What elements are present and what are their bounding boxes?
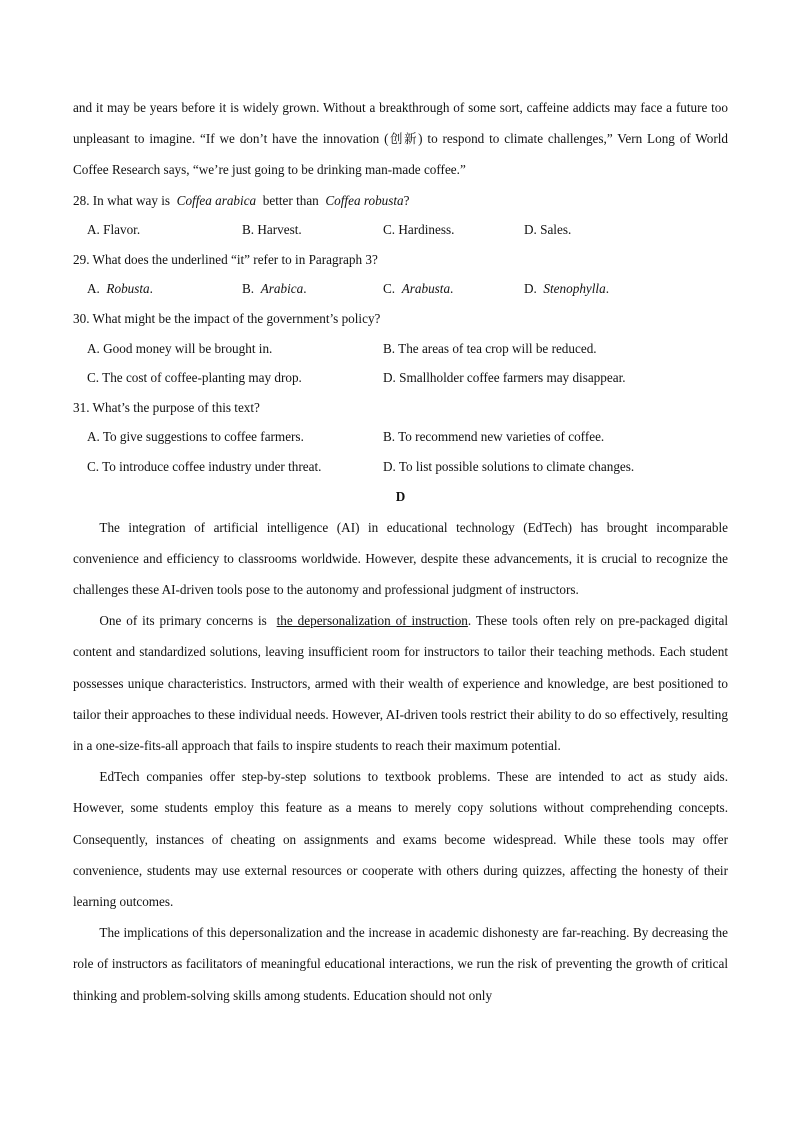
option-d[interactable]: D. To list possible solutions to climate changes.	[383, 458, 635, 474]
question-stem: What does the underlined “it” refer to in Paragraph 3?	[92, 251, 378, 267]
section-d-paragraph-2	[73, 605, 728, 761]
option-period: .	[303, 281, 307, 297]
question-stem-italic: Coffea arabica	[176, 192, 257, 208]
option-a[interactable]: A. Good money will be brought in.	[87, 340, 273, 356]
question-stem: In what way is	[92, 192, 171, 208]
option-d[interactable]	[524, 274, 679, 304]
option-c[interactable]: C. Hardiness.	[383, 222, 455, 238]
question-31-options-row-1	[73, 422, 728, 452]
option-period: .	[605, 281, 609, 297]
option-period: .	[149, 281, 153, 297]
option-text: Robusta	[106, 281, 150, 297]
underlined-phrase: the depersonalization of instruction	[276, 613, 468, 629]
option-letter: A.	[87, 281, 100, 297]
section-title: D	[395, 488, 406, 504]
question-number: 30.	[73, 310, 90, 326]
question-number: 28.	[73, 192, 90, 208]
option-a[interactable]: A. To give suggestions to coffee farmers.	[87, 429, 304, 445]
option-letter: C.	[383, 281, 396, 297]
option-c[interactable]: C. To introduce coffee industry under threat.	[87, 458, 322, 474]
section-d-paragraph-1: The integration of artificial intelligence (AI) in educational technology (EdTech) has brought incomparable convenience and efficiency to classrooms worldwide. However, despite these advancements, it is crucial to recognize the challenges these AI-driven tools pose to the autonomy and professional judgment of instructors.	[73, 519, 728, 597]
option-b[interactable]: B. Harvest.	[242, 222, 302, 238]
chinese-gloss: 创新	[388, 131, 419, 147]
passage-text: ) to respond to climate challenges,” Vern Long of World Coffee Research says, “we’re just going to be drinking man-made coffee.”	[73, 131, 728, 178]
section-d-paragraph-3: EdTech companies offer step-by-step solutions to textbook problems. These are intended to act as study aids. However, some students employ this feature as a means to merely copy solutions without comprehending concepts. Consequently, instances of cheating on assignments and exams become widespread. While these tools may offer convenience, students may use external resources or cooperate with others during quizzes, affecting the honesty of their learning outcomes.	[73, 769, 728, 909]
question-28	[73, 186, 728, 216]
question-29	[73, 245, 728, 275]
option-letter: D.	[524, 281, 537, 297]
option-period: .	[450, 281, 454, 297]
paragraph-text: One of its primary concerns is	[99, 613, 267, 629]
question-30-options-row-2	[73, 363, 728, 393]
section-d-paragraph-4: The implications of this depersonalization and the increase in academic dishonesty are far-reaching. By decreasing the role of instructors as facilitators of meaningful educational interactions, we run the risk of preventing the growth of critical thinking and problem-solving skills among students. Education should not only	[73, 925, 728, 1003]
option-b[interactable]: B. The areas of tea crop will be reduced.	[383, 340, 597, 356]
question-28-options	[73, 215, 728, 245]
option-b[interactable]	[242, 274, 383, 304]
option-text: Stenophylla	[543, 281, 606, 297]
paragraph-text: . These tools often rely on pre-packaged digital content and standardized solutions, leaving insufficient room for instructors to tailor their teaching methods. Each student possesses unique characteristics. Instructors, armed with their wealth of experience and knowledge, are best positioned to tailor their approaches to these individual needs. However, AI-driven tools restrict their ability to do so effectively, resulting in a one-size-fits-all approach that fails to inspire students to reach their maximum potential.	[73, 613, 729, 753]
question-stem: What’s the purpose of this text?	[92, 399, 260, 415]
question-30-options-row-1	[73, 334, 728, 364]
option-d[interactable]: D. Sales.	[524, 222, 572, 238]
question-stem: better than	[262, 192, 319, 208]
passage-text: and it may be years before it is widely grown. Without a breakthrough of some sort, caffeine addicts may face a future too unpleasant to imagine. “If we don’t have the innovation (	[73, 100, 728, 147]
question-29-options	[73, 274, 728, 304]
question-31-options-row-2	[73, 452, 728, 482]
exam-page	[73, 92, 728, 1011]
option-c[interactable]	[383, 274, 524, 304]
question-number: 29.	[73, 251, 90, 267]
question-stem-italic: Coffea robusta	[325, 192, 404, 208]
question-stem: ?	[403, 192, 410, 208]
question-number: 31.	[73, 399, 90, 415]
option-c[interactable]: C. The cost of coffee-planting may drop.	[87, 370, 302, 386]
option-a[interactable]	[87, 274, 242, 304]
question-30	[73, 304, 728, 334]
passage-c-closing-paragraph	[73, 92, 728, 186]
option-text: Arabusta	[401, 281, 451, 297]
question-stem: What might be the impact of the government’s policy?	[92, 310, 381, 326]
option-b[interactable]: B. To recommend new varieties of coffee.	[383, 429, 605, 445]
question-31	[73, 393, 728, 423]
option-a[interactable]: A. Flavor.	[87, 222, 141, 238]
option-letter: B.	[242, 281, 255, 297]
option-d[interactable]: D. Smallholder coffee farmers may disappear.	[383, 370, 626, 386]
option-text: Arabica	[260, 281, 304, 297]
